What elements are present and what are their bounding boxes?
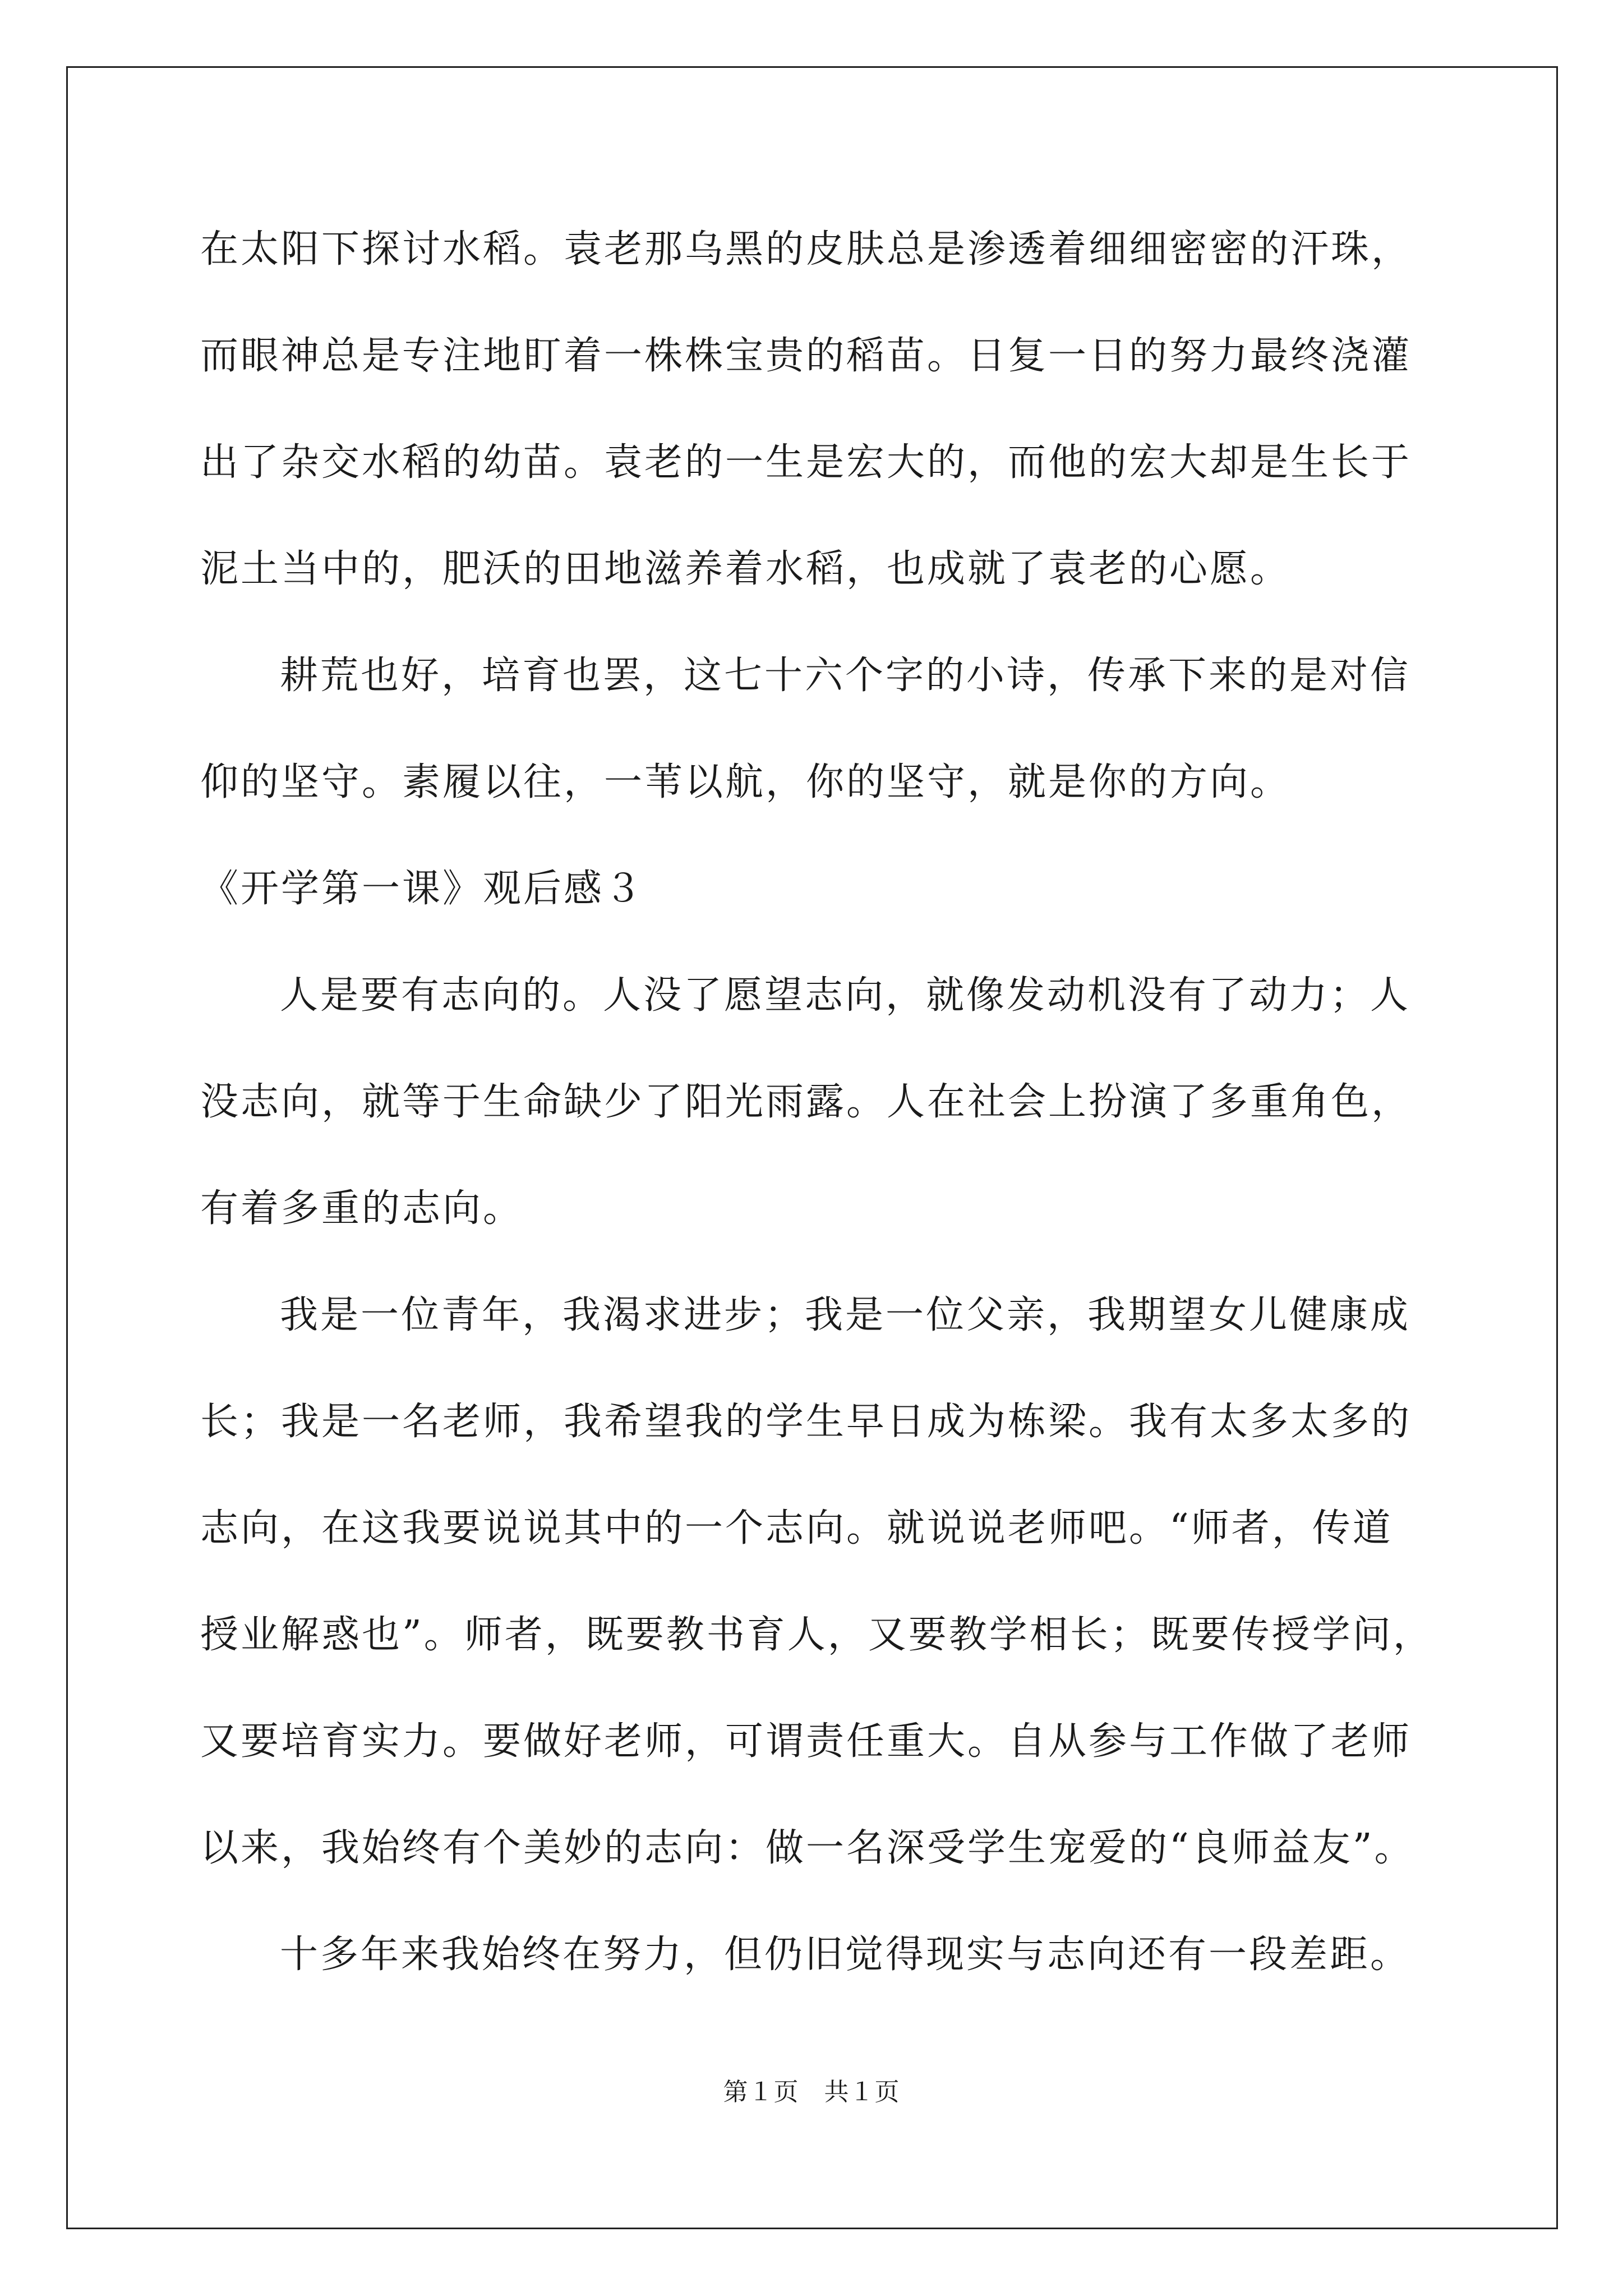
page-footer	[0, 2076, 1623, 2109]
text-line: 泥土当中的，肥沃的田地滋养着水稻，也成就了袁老的心愿。	[200, 547, 1291, 591]
text-line: 没志向，就等于生命缺少了阳光雨露。人在社会上扮演了多重角色，	[200, 1080, 1412, 1124]
text-line: 志向，在这我要说说其中的一个志向。就说说老师吧。“师者，传道	[200, 1506, 1393, 1550]
paragraph	[200, 942, 1445, 1262]
text-line: 仰的坚守。素履以往，一苇以航，你的坚守，就是你的方向。	[200, 760, 1291, 804]
text-line: 有着多重的志向。	[200, 1186, 524, 1231]
text-line: 在太阳下探讨水稻。袁老那乌黑的皮肤总是渗透着细细密密的汗珠，	[200, 227, 1412, 272]
text-line: 而眼神总是专注地盯着一株株宝贵的稻苗。日复一日的努力最终浇灌	[200, 334, 1412, 378]
paragraph	[200, 623, 1445, 836]
heading-text: 《开学第一课》观后感３	[200, 867, 645, 911]
document-body	[200, 196, 1445, 2008]
paragraph	[200, 1902, 1445, 2008]
text-line: 授业解惑也”。师者，既要教书育人，又要教学相长；既要传授学问，	[200, 1613, 1433, 1657]
text-line: 十多年来我始终在努力，但仍旧觉得现实与志向还有一段差距。	[280, 1932, 1411, 1977]
text-line: 长；我是一名老师，我希望我的学生早日成为栋梁。我有太多太多的	[200, 1400, 1412, 1444]
section-heading	[200, 836, 1445, 942]
page-number-label: 第１页 共１页	[723, 2078, 900, 2106]
text-line: 出了杂交水稻的幼苗。袁老的一生是宏大的，而他的宏大却是生长于	[200, 440, 1412, 485]
text-line: 耕荒也好，培育也罢，这七十六个字的小诗，传承下来的是对信	[280, 654, 1411, 698]
text-line: 我是一位青年，我渴求进步；我是一位父亲，我期望女儿健康成	[280, 1293, 1411, 1337]
text-line: 又要培育实力。要做好老师，可谓责任重大。自从参与工作做了老师	[200, 1719, 1412, 1764]
text-line: 以来，我始终有个美妙的志向：做一名深受学生宠爱的“良师益友”。	[200, 1826, 1415, 1870]
paragraph	[200, 1262, 1445, 1902]
paragraph	[200, 196, 1445, 623]
text-line: 人是要有志向的。人没了愿望志向，就像发动机没有了动力；人	[280, 973, 1411, 1018]
